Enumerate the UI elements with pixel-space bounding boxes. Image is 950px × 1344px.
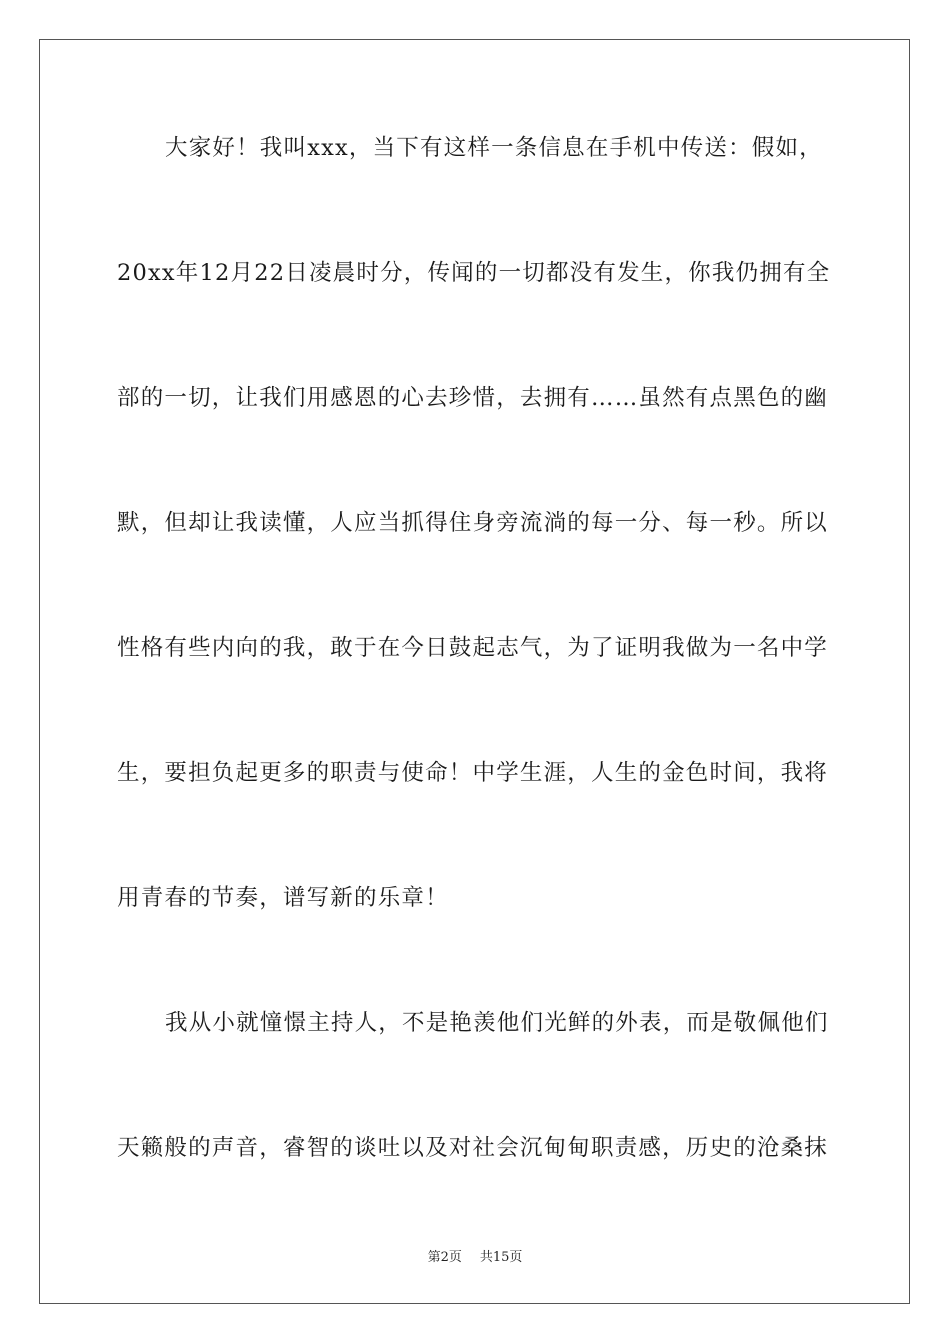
paragraph-2-line-1: 我从小就憧憬主持人，不是艳羡他们光鲜的外表，而是敬佩他们 <box>165 1010 829 1036</box>
page-total: 共15页 <box>479 1250 523 1265</box>
paragraph-1-line-1: 大家好！我叫xxx，当下有这样一条信息在手机中传送：假如， <box>165 135 823 161</box>
paragraph-1-line-2: 20xx年12月22日凌晨时分，传闻的一切都没有发生，你我仍拥有全 <box>117 260 831 286</box>
paragraph-2-line-2: 天籁般的声音，睿智的谈吐以及对社会沉甸甸职责感，历史的沧桑抹 <box>117 1135 829 1161</box>
paragraph-1-line-6: 生，要担负起更多的职责与使命！中学生涯，人生的金色时间，我将 <box>117 760 829 786</box>
page-footer <box>0 1246 950 1265</box>
paragraph-1-line-4: 默，但却让我读懂，人应当抓得住身旁流淌的每一分、每一秒。所以 <box>117 510 829 536</box>
paragraph-1-line-5: 性格有些内向的我，敢于在今日鼓起志气，为了证明我做为一名中学 <box>117 635 829 661</box>
paragraph-1-line-3: 部的一切，让我们用感恩的心去珍惜，去拥有……虽然有点黑色的幽 <box>117 385 829 411</box>
paragraph-1-line-7: 用青春的节奏，谱写新的乐章！ <box>117 885 449 911</box>
page-number: 第2页 <box>427 1250 462 1265</box>
document-body <box>117 117 835 1242</box>
